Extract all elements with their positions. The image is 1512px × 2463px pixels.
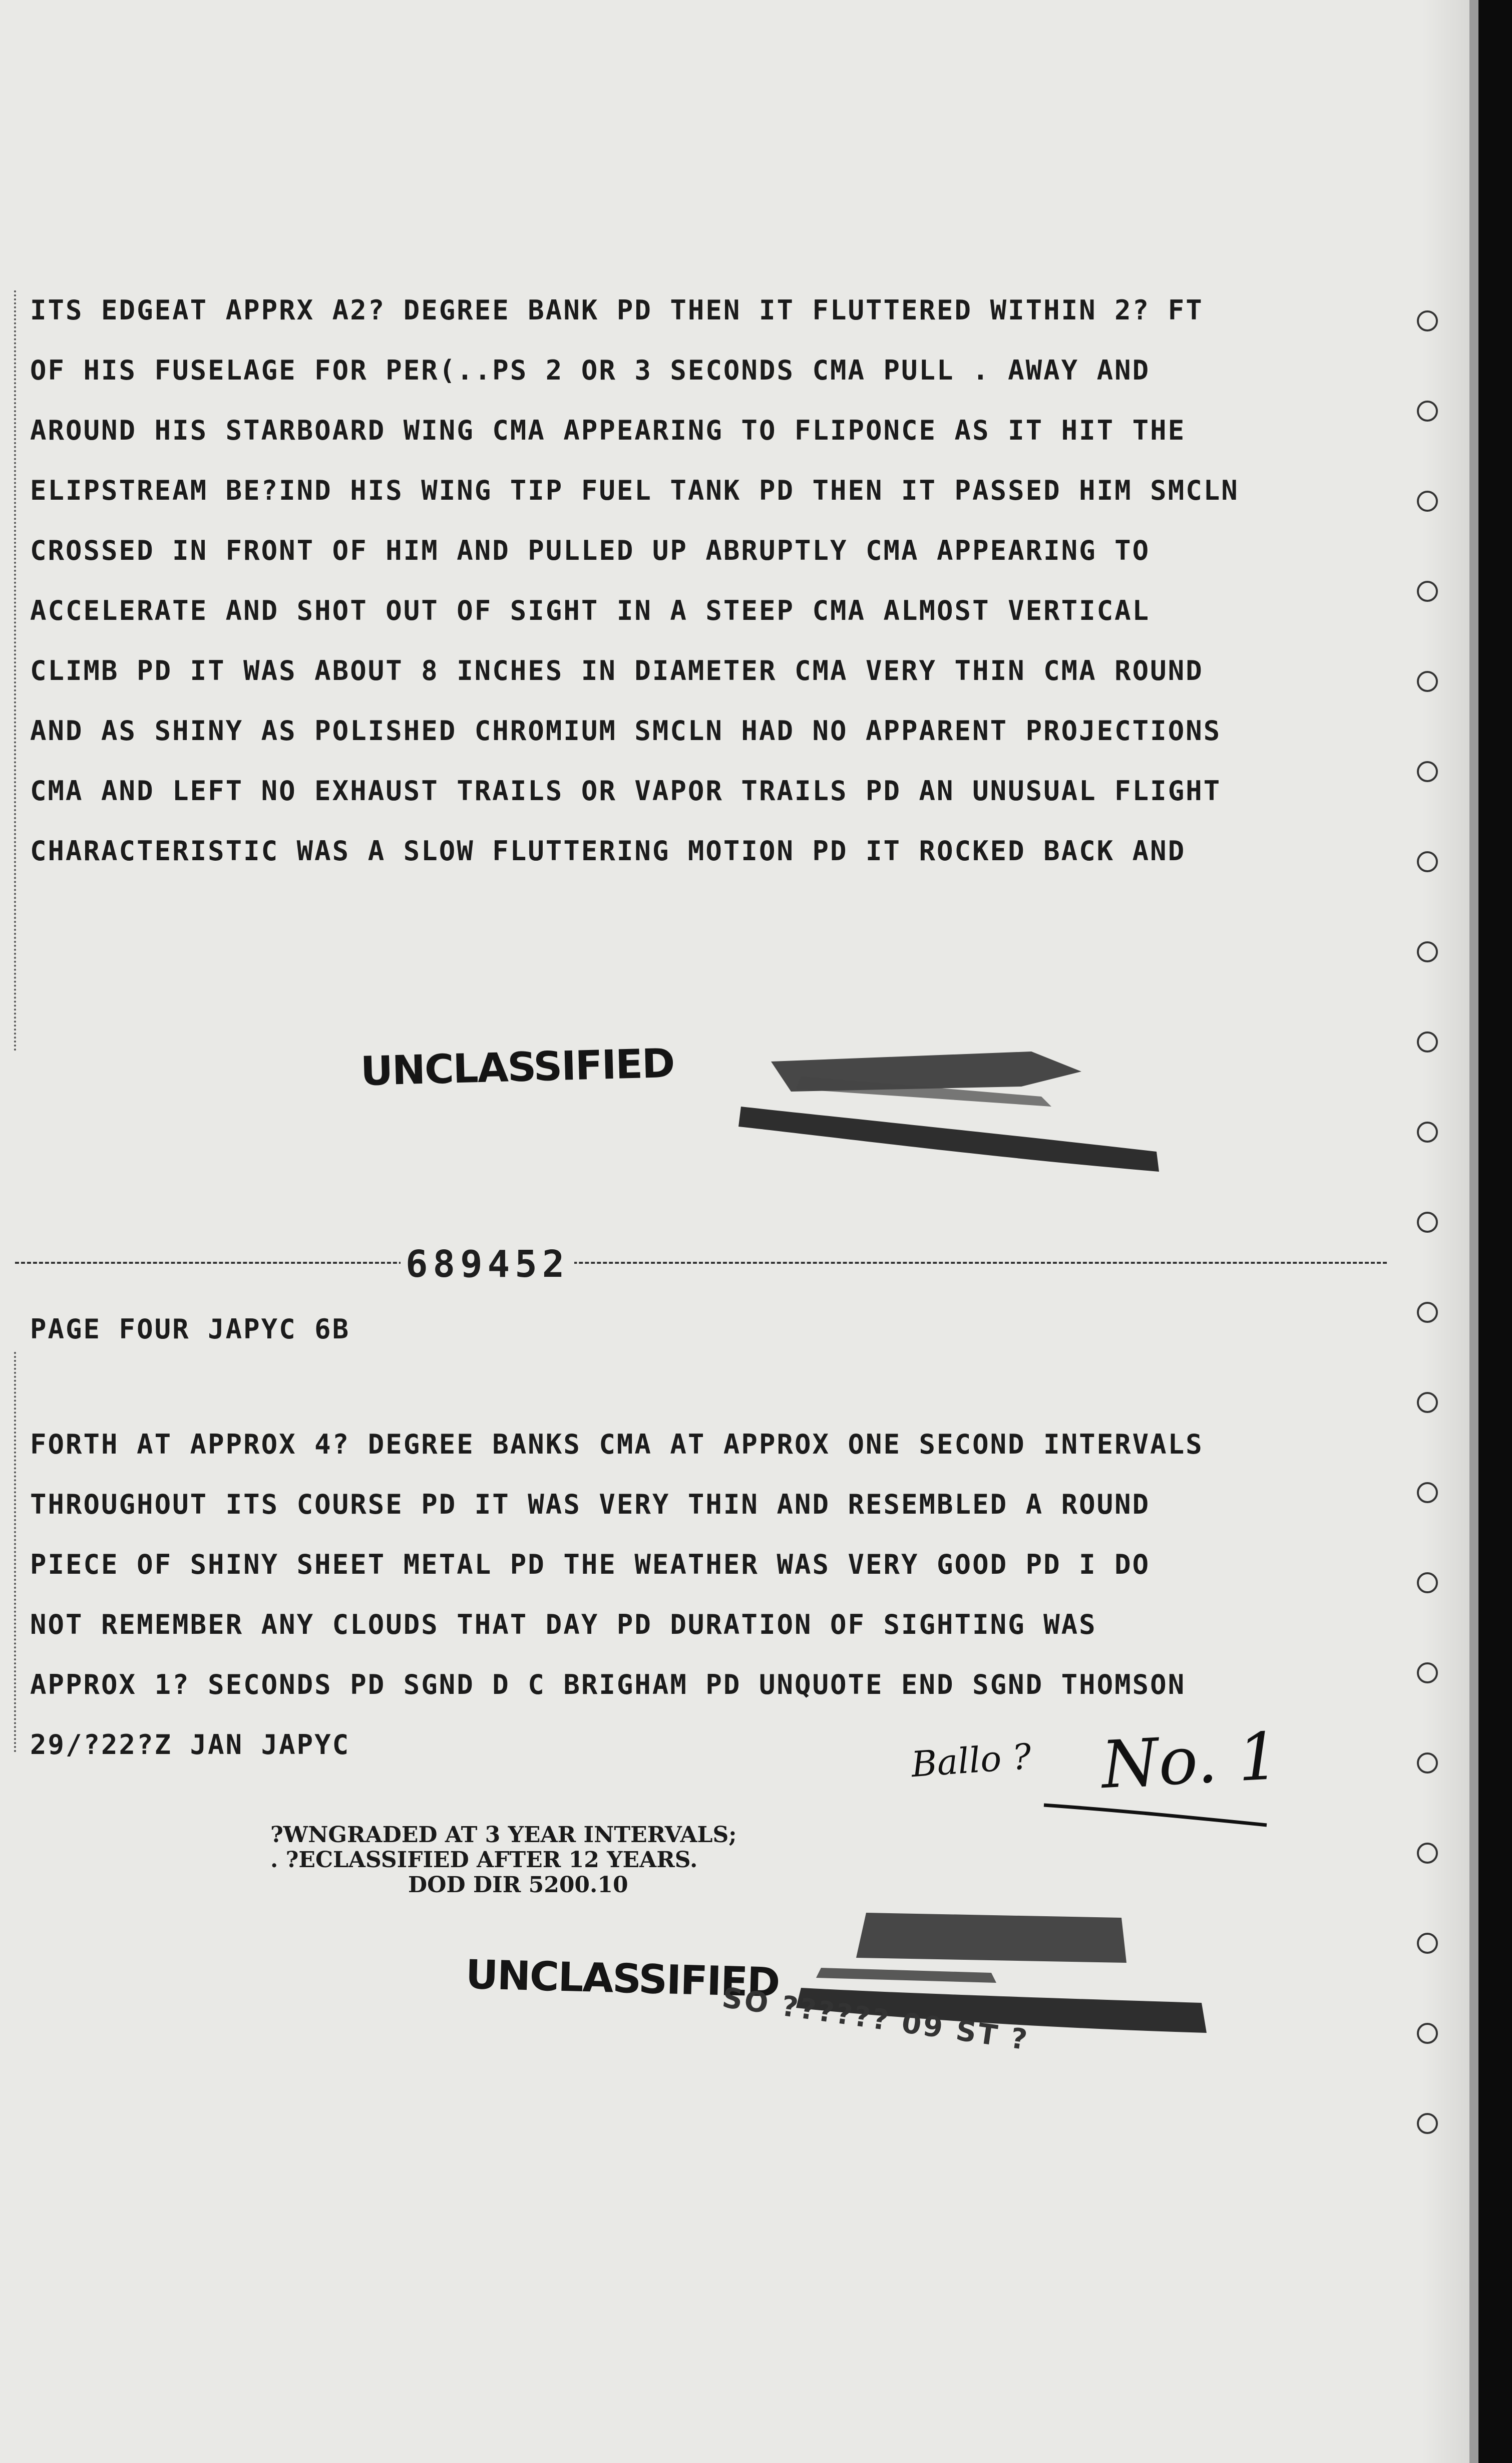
- punch-hole: [1417, 941, 1438, 962]
- downgrade-line: ?WNGRADED AT 3 YEAR INTERVALS;: [270, 1822, 737, 1848]
- body-line: ITS EDGEAT APPRX A2? DEGREE BANK PD THEN IT FLUTTERED WITHIN 2? FT: [30, 294, 1204, 326]
- scan-border-strip: [1469, 0, 1478, 2463]
- left-margin-dots-lower: [14, 1352, 19, 1752]
- punch-hole: [1417, 310, 1438, 331]
- body-line: ACCELERATE AND SHOT OUT OF SIGHT IN A STEEP CMA ALMOST VERTICAL: [30, 595, 1151, 626]
- punch-hole: [1417, 851, 1438, 872]
- punch-hole: [1417, 1031, 1438, 1052]
- punch-hole: [1417, 1392, 1438, 1413]
- body-line: FORTH AT APPROX 4? DEGREE BANKS CMA AT APPROX ONE SECOND INTERVALS: [30, 1429, 1204, 1460]
- body-line: THROUGHOUT ITS COURSE PD IT WAS VERY THIN AND RESEMBLED A ROUND: [30, 1489, 1151, 1520]
- handwritten-underline: [1041, 1798, 1272, 1828]
- punch-hole: [1417, 1302, 1438, 1323]
- body-line: OF HIS FUSELAGE FOR PER(..PS 2 OR 3 SECONDS CMA PULL . AWAY AND: [30, 355, 1151, 386]
- punch-hole: [1417, 1212, 1438, 1233]
- body-line: CLIMB PD IT WAS ABOUT 8 INCHES IN DIAMETER CMA VERY THIN CMA ROUND: [30, 655, 1204, 686]
- handwritten-number: No. 1: [1099, 1717, 1281, 1804]
- punch-hole: [1417, 761, 1438, 782]
- punch-hole: [1417, 1752, 1438, 1774]
- unclassified-stamp-top: UNCLASSIFIED: [359, 1039, 675, 1095]
- body-line: ELIPSTREAM BE?IND HIS WING TIP FUEL TANK PD THEN IT PASSED HIM SMCLN: [30, 475, 1239, 506]
- punch-hole: [1417, 1572, 1438, 1593]
- punch-hole: [1417, 1933, 1438, 1954]
- body-line: 29/?22?Z JAN JAPYC: [30, 1729, 350, 1761]
- left-margin-dots: [14, 290, 19, 1051]
- punch-hole: [1417, 1122, 1438, 1143]
- body-line: AROUND HIS STARBOARD WING CMA APPEARING TO FLIPONCE AS IT HIT THE: [30, 415, 1186, 446]
- punch-hole: [1417, 401, 1438, 422]
- body-line: APPROX 1? SECONDS PD SGND D C BRIGHAM PD UNQUOTE END SGND THOMSON: [30, 1669, 1186, 1700]
- punch-hole: [1417, 2023, 1438, 2044]
- punch-hole: [1417, 1662, 1438, 1683]
- punch-hole: [1417, 671, 1438, 692]
- serial-number: 689452: [401, 1243, 574, 1286]
- body-line: CROSSED IN FRONT OF HIM AND PULLED UP ABRUPTLY CMA APPEARING TO: [30, 535, 1151, 566]
- unclassified-stamp-bottom: UNCLASSIFIED: [465, 1951, 780, 2006]
- punch-hole: [1417, 2113, 1438, 2134]
- punch-hole: [1417, 1843, 1438, 1864]
- body-line: CHARACTERISTIC WAS A SLOW FLUTTERING MOTION PD IT ROCKED BACK AND: [30, 835, 1186, 867]
- page-separator: [15, 1262, 1387, 1264]
- punch-hole: [1417, 491, 1438, 512]
- downgrade-line: . ?ECLASSIFIED AFTER 12 YEARS.: [270, 1847, 698, 1873]
- body-line: NOT REMEMBER ANY CLOUDS THAT DAY PD DURATION OF SIGHTING WAS: [30, 1609, 1097, 1640]
- bottom-stamp-fragment: SO ?????? 09 ST ?: [720, 1981, 1031, 2057]
- handwritten-note: Ballo ?: [910, 1735, 1033, 1786]
- redaction-smudge-top: [731, 1031, 1172, 1192]
- downgrade-line: DOD DIR 5200.10: [408, 1872, 628, 1898]
- body-line: PIECE OF SHINY SHEET METAL PD THE WEATHER WAS VERY GOOD PD I DO: [30, 1549, 1151, 1580]
- page-header: PAGE FOUR JAPYC 6B: [30, 1313, 350, 1345]
- body-line: CMA AND LEFT NO EXHAUST TRAILS OR VAPOR TRAILS PD AN UNUSUAL FLIGHT: [30, 775, 1222, 807]
- body-line: AND AS SHINY AS POLISHED CHROMIUM SMCLN HAD NO APPARENT PROJECTIONS: [30, 715, 1222, 747]
- punch-hole: [1417, 581, 1438, 602]
- punch-hole: [1417, 1482, 1438, 1503]
